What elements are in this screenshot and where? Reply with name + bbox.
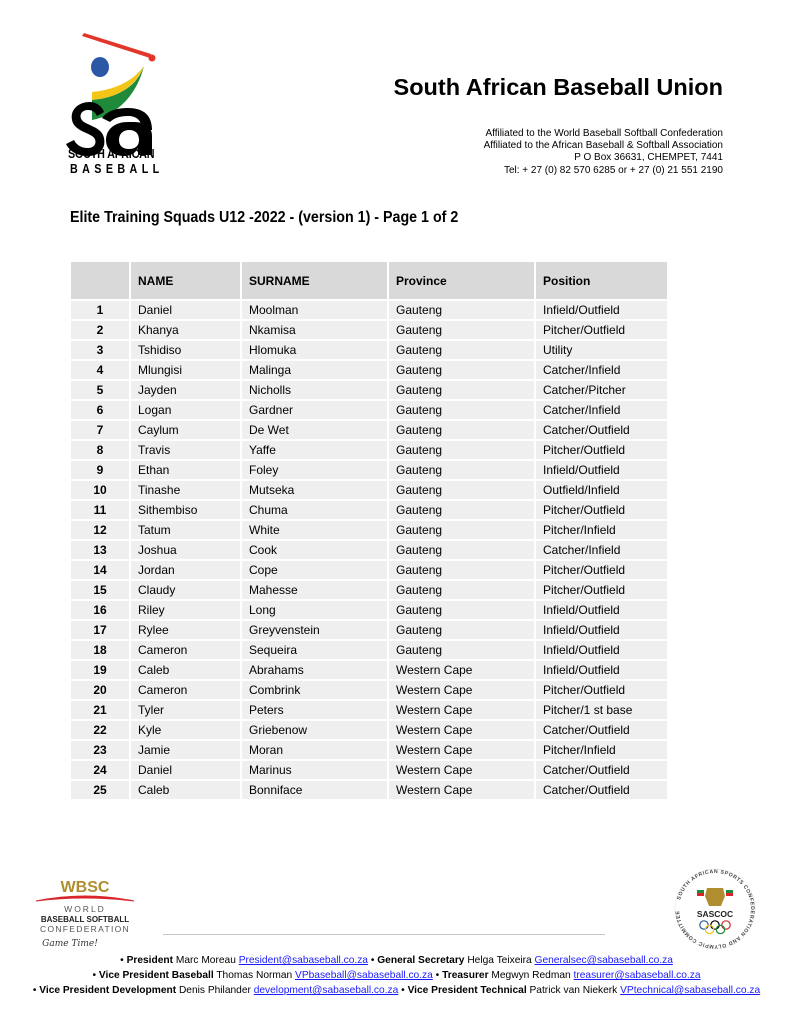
cell-row-number: 10 bbox=[71, 480, 130, 500]
cell-province: Gauteng bbox=[388, 640, 535, 660]
table-row bbox=[71, 540, 668, 560]
official-name: Helga Teixeira bbox=[467, 955, 532, 966]
cell-first-name: Daniel bbox=[130, 760, 241, 780]
table-body bbox=[71, 300, 668, 800]
cell-row-number: 9 bbox=[71, 460, 130, 480]
official-name: Megwyn Redman bbox=[491, 970, 571, 981]
official-role: General Secretary bbox=[377, 955, 465, 966]
table-row bbox=[71, 660, 668, 680]
header-number bbox=[71, 262, 130, 300]
cell-province: Gauteng bbox=[388, 400, 535, 420]
header-surname: SURNAME bbox=[241, 262, 388, 300]
sascoc-ring-text: SOUTH AFRICAN SPORTS CONFEDERATION AND OLYMPIC COMMITTEE bbox=[674, 868, 756, 950]
cell-surname: Nicholls bbox=[241, 380, 388, 400]
official-name: Marc Moreau bbox=[175, 955, 236, 966]
cell-first-name: Rylee bbox=[130, 620, 241, 640]
sascoc-name: SASCOC bbox=[696, 909, 734, 919]
header-position: Position bbox=[535, 262, 668, 300]
cell-first-name: Tinashe bbox=[130, 480, 241, 500]
org-info bbox=[484, 128, 723, 177]
cell-surname: Gardner bbox=[241, 400, 388, 420]
cell-position: Pitcher/Outfield bbox=[535, 580, 668, 600]
table-row bbox=[71, 320, 668, 340]
table-row bbox=[71, 560, 668, 580]
cell-surname: Malinga bbox=[241, 360, 388, 380]
cell-position: Pitcher/1 st base bbox=[535, 700, 668, 720]
cell-row-number: 3 bbox=[71, 340, 130, 360]
cell-row-number: 22 bbox=[71, 720, 130, 740]
logo-text-baseball: BASEBALL bbox=[70, 162, 164, 176]
cell-first-name: Cameron bbox=[130, 680, 241, 700]
cell-first-name: Caleb bbox=[130, 780, 241, 800]
cell-province: Gauteng bbox=[388, 440, 535, 460]
cell-position: Infield/Outfield bbox=[535, 620, 668, 640]
official-role: Vice President Baseball bbox=[98, 970, 214, 981]
officials-line bbox=[0, 953, 793, 968]
cell-first-name: Ethan bbox=[130, 460, 241, 480]
bullet-icon: • bbox=[32, 985, 37, 996]
cell-position: Pitcher/Outfield bbox=[535, 500, 668, 520]
cell-first-name: Daniel bbox=[130, 300, 241, 320]
cell-province: Western Cape bbox=[388, 740, 535, 760]
official-email-link[interactable]: President@sabaseball.co.za bbox=[238, 955, 368, 966]
bullet-icon: • bbox=[92, 970, 97, 981]
cell-row-number: 18 bbox=[71, 640, 130, 660]
affiliation-absa: Affiliated to the African Baseball & Softball Association bbox=[483, 140, 723, 152]
cell-province: Gauteng bbox=[388, 340, 535, 360]
cell-first-name: Tyler bbox=[130, 700, 241, 720]
official-email-link[interactable]: treasurer@sabaseball.co.za bbox=[573, 970, 701, 981]
officials-footer bbox=[0, 953, 793, 998]
cell-position: Pitcher/Outfield bbox=[535, 320, 668, 340]
org-title: South African Baseball Union bbox=[393, 74, 723, 100]
cell-position: Pitcher/Infield bbox=[535, 740, 668, 760]
cell-province: Gauteng bbox=[388, 300, 535, 320]
cell-province: Gauteng bbox=[388, 380, 535, 400]
cell-first-name: Cameron bbox=[130, 640, 241, 660]
cell-province: Western Cape bbox=[388, 780, 535, 800]
footer-divider bbox=[163, 934, 605, 935]
cell-position: Catcher/Pitcher bbox=[535, 380, 668, 400]
table-row bbox=[71, 440, 668, 460]
cell-province: Gauteng bbox=[388, 360, 535, 380]
cell-province: Gauteng bbox=[388, 460, 535, 480]
cell-row-number: 12 bbox=[71, 520, 130, 540]
official-name: Denis Philander bbox=[178, 985, 251, 996]
table-row bbox=[71, 760, 668, 780]
cell-position: Pitcher/Outfield bbox=[535, 440, 668, 460]
cell-surname: Peters bbox=[241, 700, 388, 720]
cell-surname: Hlomuka bbox=[241, 340, 388, 360]
table-row bbox=[71, 340, 668, 360]
cell-row-number: 23 bbox=[71, 740, 130, 760]
wbsc-line3: CONFEDERATION bbox=[40, 924, 130, 934]
cell-position: Infield/Outfield bbox=[535, 300, 668, 320]
sascoc-logo-icon bbox=[667, 866, 763, 952]
cell-province: Gauteng bbox=[388, 580, 535, 600]
table-row bbox=[71, 780, 668, 800]
cell-row-number: 1 bbox=[71, 300, 130, 320]
cell-row-number: 6 bbox=[71, 400, 130, 420]
cell-province: Gauteng bbox=[388, 600, 535, 620]
official-role: President bbox=[126, 955, 173, 966]
official-email-link[interactable]: Generalsec@sabaseball.co.za bbox=[534, 955, 673, 966]
cell-province: Gauteng bbox=[388, 560, 535, 580]
table-row bbox=[71, 680, 668, 700]
telephone: Tel: + 27 (0) 82 570 6285 or + 27 (0) 21 551 2190 bbox=[503, 164, 723, 176]
cell-position: Catcher/Outfield bbox=[535, 720, 668, 740]
cell-surname: Nkamisa bbox=[241, 320, 388, 340]
cell-row-number: 2 bbox=[71, 320, 130, 340]
wbsc-line1: WORLD bbox=[64, 904, 106, 914]
cell-province: Gauteng bbox=[388, 520, 535, 540]
wbsc-brand: WBSC bbox=[60, 879, 110, 896]
squad-table bbox=[71, 262, 669, 801]
bullet-icon: • bbox=[120, 955, 124, 966]
official-name: Patrick van Niekerk bbox=[529, 985, 618, 996]
cell-first-name: Jayden bbox=[130, 380, 241, 400]
cell-position: Catcher/Infield bbox=[535, 400, 668, 420]
cell-surname: Moolman bbox=[241, 300, 388, 320]
cell-first-name: Logan bbox=[130, 400, 241, 420]
wbsc-logo-icon bbox=[30, 876, 140, 956]
cell-province: Gauteng bbox=[388, 620, 535, 640]
table-row bbox=[71, 640, 668, 660]
cell-first-name: Tshidiso bbox=[130, 340, 241, 360]
cell-position: Infield/Outfield bbox=[535, 460, 668, 480]
table-row bbox=[71, 460, 668, 480]
cell-surname: Mutseka bbox=[241, 480, 388, 500]
cell-row-number: 25 bbox=[71, 780, 130, 800]
cell-row-number: 11 bbox=[71, 500, 130, 520]
cell-row-number: 24 bbox=[71, 760, 130, 780]
cell-province: Gauteng bbox=[388, 320, 535, 340]
cell-surname: Greyvenstein bbox=[241, 620, 388, 640]
official-name: Thomas Norman bbox=[216, 970, 293, 981]
cell-position: Pitcher/Outfield bbox=[535, 680, 668, 700]
cell-row-number: 8 bbox=[71, 440, 130, 460]
table-row bbox=[71, 620, 668, 640]
cell-row-number: 14 bbox=[71, 560, 130, 580]
table-row bbox=[71, 720, 668, 740]
cell-surname: Griebenow bbox=[241, 720, 388, 740]
cell-row-number: 4 bbox=[71, 360, 130, 380]
bullet-icon: • bbox=[435, 970, 440, 981]
cell-first-name: Jordan bbox=[130, 560, 241, 580]
cell-row-number: 16 bbox=[71, 600, 130, 620]
cell-province: Western Cape bbox=[388, 760, 535, 780]
cell-province: Gauteng bbox=[388, 500, 535, 520]
cell-position: Utility bbox=[535, 340, 668, 360]
cell-row-number: 20 bbox=[71, 680, 130, 700]
cell-surname: Long bbox=[241, 600, 388, 620]
cell-first-name: Caylum bbox=[130, 420, 241, 440]
cell-position: Infield/Outfield bbox=[535, 600, 668, 620]
table-row bbox=[71, 580, 668, 600]
cell-province: Western Cape bbox=[388, 700, 535, 720]
cell-row-number: 19 bbox=[71, 660, 130, 680]
cell-position: Outfield/Infield bbox=[535, 480, 668, 500]
cell-surname: Cope bbox=[241, 560, 388, 580]
cell-first-name: Sithembiso bbox=[130, 500, 241, 520]
official-role: Vice President Development bbox=[39, 985, 177, 996]
cell-surname: Chuma bbox=[241, 500, 388, 520]
table-row bbox=[71, 400, 668, 420]
cell-row-number: 17 bbox=[71, 620, 130, 640]
cell-position: Catcher/Outfield bbox=[535, 780, 668, 800]
cell-first-name: Travis bbox=[130, 440, 241, 460]
cell-position: Catcher/Infield bbox=[535, 540, 668, 560]
bullet-icon: • bbox=[401, 985, 405, 996]
cell-surname: Bonniface bbox=[241, 780, 388, 800]
cell-surname: Abrahams bbox=[241, 660, 388, 680]
bullet-icon: • bbox=[370, 955, 375, 966]
cell-first-name: Joshua bbox=[130, 540, 241, 560]
header-name: NAME bbox=[130, 262, 241, 300]
wbsc-line2: BASEBALL SOFTBALL bbox=[40, 915, 130, 924]
cell-province: Gauteng bbox=[388, 420, 535, 440]
table-row bbox=[71, 740, 668, 760]
cell-surname: Combrink bbox=[241, 680, 388, 700]
officials-line bbox=[0, 983, 793, 998]
cell-row-number: 13 bbox=[71, 540, 130, 560]
official-role: Treasurer bbox=[442, 970, 489, 981]
cell-first-name: Khanya bbox=[130, 320, 241, 340]
official-email-link[interactable]: VPtechnical@sabaseball.co.za bbox=[620, 985, 761, 996]
cell-surname: Marinus bbox=[241, 760, 388, 780]
cell-surname: White bbox=[241, 520, 388, 540]
cell-position: Infield/Outfield bbox=[535, 660, 668, 680]
cell-first-name: Kyle bbox=[130, 720, 241, 740]
postal-address: P O Box 36631, CHEMPET, 7441 bbox=[574, 152, 723, 164]
cell-position: Catcher/Outfield bbox=[535, 760, 668, 780]
header-province: Province bbox=[388, 262, 535, 300]
official-role: Vice President Technical bbox=[407, 985, 527, 996]
cell-surname: Moran bbox=[241, 740, 388, 760]
table-row bbox=[71, 360, 668, 380]
table-row bbox=[71, 480, 668, 500]
logo-text-south-african: SOUTH AFRICAN bbox=[68, 147, 155, 161]
document-title: Elite Training Squads U12 -2022 - (version 1) - Page 1 of 2 bbox=[70, 209, 459, 226]
cell-province: Western Cape bbox=[388, 660, 535, 680]
officials-line bbox=[0, 968, 793, 983]
cell-surname: Cook bbox=[241, 540, 388, 560]
cell-province: Western Cape bbox=[388, 720, 535, 740]
cell-position: Catcher/Outfield bbox=[535, 420, 668, 440]
table-row bbox=[71, 380, 668, 400]
table-row bbox=[71, 300, 668, 320]
cell-surname: De Wet bbox=[241, 420, 388, 440]
cell-position: Pitcher/Infield bbox=[535, 520, 668, 540]
cell-first-name: Mlungisi bbox=[130, 360, 241, 380]
cell-surname: Yaffe bbox=[241, 440, 388, 460]
cell-row-number: 7 bbox=[71, 420, 130, 440]
table-row bbox=[71, 700, 668, 720]
cell-province: Western Cape bbox=[388, 680, 535, 700]
cell-first-name: Caleb bbox=[130, 660, 241, 680]
cell-row-number: 15 bbox=[71, 580, 130, 600]
cell-first-name: Riley bbox=[130, 600, 241, 620]
cell-surname: Mahesse bbox=[241, 580, 388, 600]
table-row bbox=[71, 420, 668, 440]
cell-first-name: Jamie bbox=[130, 740, 241, 760]
table-row bbox=[71, 520, 668, 540]
cell-first-name: Claudy bbox=[130, 580, 241, 600]
table-row bbox=[71, 500, 668, 520]
cell-province: Gauteng bbox=[388, 480, 535, 500]
table-row bbox=[71, 600, 668, 620]
cell-row-number: 21 bbox=[71, 700, 130, 720]
wbsc-tagline: Game Time! bbox=[42, 939, 98, 949]
official-email-link[interactable]: VPbaseball@sabaseball.co.za bbox=[295, 970, 433, 981]
cell-row-number: 5 bbox=[71, 380, 130, 400]
cell-surname: Foley bbox=[241, 460, 388, 480]
cell-position: Catcher/Infield bbox=[535, 360, 668, 380]
cell-surname: Sequeira bbox=[241, 640, 388, 660]
cell-position: Infield/Outfield bbox=[535, 640, 668, 660]
table-header-row bbox=[71, 262, 668, 300]
affiliation-wbsc: Affiliated to the World Baseball Softball Confederation bbox=[485, 128, 723, 139]
cell-position: Pitcher/Outfield bbox=[535, 560, 668, 580]
cell-first-name: Tatum bbox=[130, 520, 241, 540]
official-email-link[interactable]: development@sabaseball.co.za bbox=[253, 985, 399, 996]
cell-province: Gauteng bbox=[388, 540, 535, 560]
